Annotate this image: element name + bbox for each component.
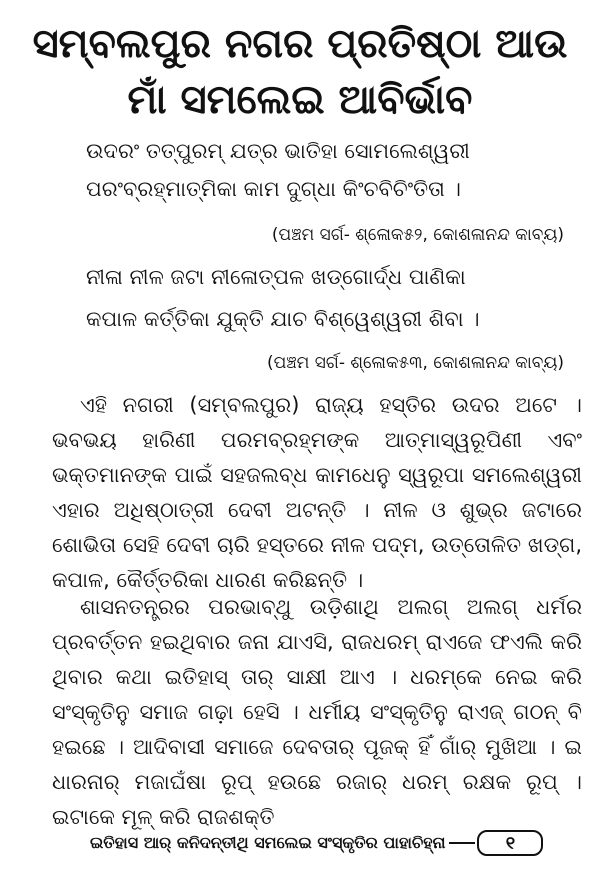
footer-divider (449, 842, 475, 844)
page-footer (90, 828, 543, 858)
verse-1-line-2: ପରଂବ୍ରହ୍ମାତ୍ମିକା କାମ ଦୁଗ୍ଧା କିଂଚବିଚିଂତିତା । (86, 177, 461, 201)
running-title: ଇତିହାସ ଆର୍ କନିଦନ୍ତୀଥି ସମଲେଇ ସଂସ୍କୃତିର ପାହାଚିହ୍ନା (90, 833, 446, 852)
paragraph-2: ଶାସନତନ୍ତ୍ରର ପରଭାବ୍ଥୁ ଉଡ଼ିଶାଥି ଅଲଗ୍ ଅଲଗ୍ ଧର୍ମର ପ୍ରବର୍ତ୍ତନ ହଇଥିବାର ଜନା ଯାଏସି, ରାଜଧରମ୍ ରାଏଜେ ଫଏଲି କରି ଥିବାର କଥା ଇତିହାସ୍ ତାର୍ ସାକ୍ଷୀ ଆଏ । ଧରମ୍‌କେ ନେଇ କରି ସଂସ୍କୃତିନୁ ସମାଜ ଗଢ଼ା ହେସି । ଧର୍ମୀୟ ସଂସ୍କୃତିନୁ ରାଏଜ୍ ଗଠନ୍ ବି ହଇଛେ । ଆଦିବାସୀ ସମାଜେ ଦେବତାର୍ ପୂଜକ୍ ହିଁ ଗାଁର୍ ମୁଖିଆ । ଇ ଧାରନାର୍ ମଜାଘଁଷା ରୂପ୍ ହଉଛେ ରଜାର୍ ଧରମ୍ ରକ୍ଷକ ରୂପ୍ । ଇଟାକେ ମୂଳ୍ କରି ରାଜଶକ୍ତି (52, 595, 582, 829)
verse-2-line-1: ନୀଳା ନୀଳ ଜଟା ନୀଳୋତ୍ପଳ ଖଡ୍ଗୋର୍ଦ୍ଧ ପାଣିକା (86, 265, 466, 289)
verse-1-line-1: ଉଦରଂ ତତ୍ପୁରମ୍ ଯତ୍ର ଭାତିହା ସୋମଲେଶ୍ୱରୀ (86, 139, 470, 163)
page-title-line-2: ମାଁ ସମଲେଇ ଆବିର୍ଭାବ (127, 77, 473, 123)
page-number: ୧ (477, 830, 543, 856)
verse-2-citation: (ପଞ୍ଚମ ସର୍ଗ- ଶ୍ଳୋକ୫୩, କୋଶଳାନନ୍ଦ କାବ୍ୟ) (267, 353, 564, 373)
verse-2-line-2: କପାଳ କର୍ତ୍ତିକା ଯୁକ୍ତି ଯାଚ ବିଶ୍ୱେଶ୍ୱରୀ ଶିବା । (86, 307, 480, 331)
paragraph-1: ଏହି ନଗରୀ (ସମ୍ବଲପୁର) ରାଜ୍ୟ ହସ୍ତିର ଉଦର ଅଟେ । ଭବଭୟ ହାରିଣୀ ପରମବ୍ରହ୍ମଙ୍କ ଆତ୍ମାସ୍ୱରୂପିଣୀ ଏବଂ ଭକ୍ତମାନଙ୍କ ପାଇଁ ସହଜଲବ୍ଧ କାମଧେନୁ ସ୍ୱରୂପା ସମଲେଶ୍ୱରୀ ଏହାର ଅଧିଷ୍ଠାତ୍ରୀ ଦେବୀ ଅଟନ୍ତି । ନୀଳ ଓ ଶୁଭ୍ର ଜଟାରେ ଶୋଭିତା ସେହି ଦେବୀ ଚାରି ହସ୍ତରେ ନୀଳ ପଦ୍ମ, ଉତ୍ତୋଳିତ ଖଡ୍ଗ, କପାଳ, କୈର୍ତ୍ତରିକା ଧାରଣ କରିଛନ୍ତି । (52, 393, 582, 592)
page-title-line-1: ସମ୍ବଲପୁର ନଗର ପ୍ରତିଷ୍ଠା ଆଉ (32, 21, 568, 67)
verse-1-citation: (ପଞ୍ଚମ ସର୍ଗ- ଶ୍ଳୋକ୫୨, କୋଶଳାନନ୍ଦ କାବ୍ୟ) (271, 225, 564, 245)
